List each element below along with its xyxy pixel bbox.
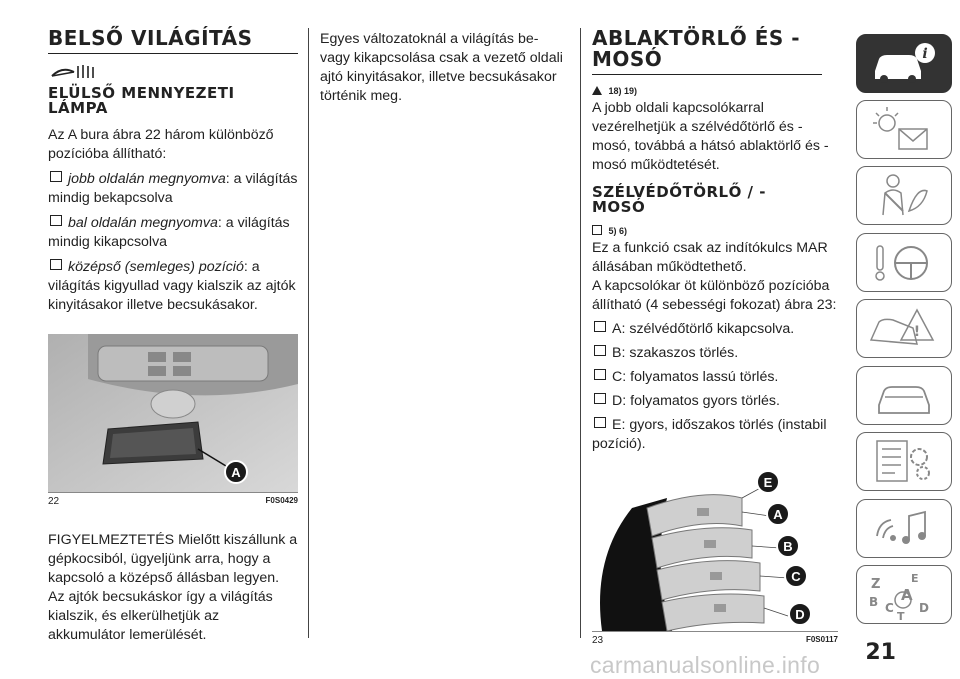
figure-code: F0S0429: [265, 496, 298, 505]
note-refs: 18) 19): [592, 81, 838, 93]
column-3: [592, 28, 838, 646]
warning-text: FIGYELMEZTETÉS Mielőtt kiszállunk a gépkocsiból, ügyeljünk arra, hogy a kapcsoló a középső állásban legyen. Az ajtók becsukáskor így a világítás kialszik, és elkerülhetjük az akkumulátor lemerülését.: [48, 532, 298, 643]
warning-lights-icon: [857, 101, 951, 158]
section-title: BELSŐ VILÁGÍTÁS: [48, 28, 298, 54]
figure-ceiling-lamp: [48, 334, 298, 492]
svg-text:A: A: [901, 586, 913, 604]
note-refs: 5) 6): [592, 221, 838, 233]
callout-a: A: [766, 502, 790, 526]
column-divider: [308, 28, 309, 638]
car-maintenance-icon: [857, 367, 951, 424]
bullet-box-icon: [594, 393, 606, 404]
callout-c: C: [784, 564, 808, 588]
page-number: 21: [865, 640, 896, 665]
warning-triangle-icon: [592, 86, 602, 95]
list-item: B: szakaszos törlés.: [592, 344, 838, 363]
svg-text:!: !: [913, 324, 921, 340]
svg-text:D: D: [919, 601, 929, 615]
body-text: Ez a funkció csak az indítókulcs MAR állásában működtethető.: [592, 240, 828, 275]
list-item: A: szélvédőtörlő kikapcsolva.: [592, 320, 838, 339]
figure-wiper-stalk: [592, 468, 838, 631]
callout-b: B: [776, 534, 800, 558]
bullet-box-icon: [50, 259, 62, 270]
ceiling-lamp-illustration: [48, 334, 298, 492]
intro-text: A jobb oldali kapcsolókarral vezérelhetjük a szélvédőtörlő és -mosó, továbbá a hátsó ablaktörlő és -mosó működtetését.: [592, 100, 829, 173]
figure-caption: [48, 492, 298, 507]
multimedia-icon: [857, 500, 951, 557]
emergency-car-icon: [857, 300, 951, 357]
chapter-tab-multimedia[interactable]: [856, 499, 952, 558]
intro-text: Az A bura ábra 22 három különböző pozícióba állítható:: [48, 127, 274, 162]
book-icon: [592, 225, 602, 235]
car-info-icon: [857, 35, 951, 92]
list-item: C: folyamatos lassú törlés.: [592, 368, 838, 387]
bullet-box-icon: [50, 215, 62, 226]
svg-text:Z: Z: [871, 577, 881, 592]
chapter-tab-technical-data[interactable]: [856, 432, 952, 491]
list-item: középső (semleges) pozíció: a világítás kigyullad vagy kialszik az ajtók kinyitásakor illetve becsukásakor.: [48, 259, 296, 313]
chapter-tab-safety[interactable]: [856, 166, 952, 225]
chapter-tab-maintenance[interactable]: [856, 366, 952, 425]
steering-wheel-icon: [857, 234, 951, 291]
chapter-tab-emergency[interactable]: [856, 299, 952, 358]
figure-caption: [592, 631, 838, 646]
chapter-tab-lights[interactable]: [856, 100, 952, 159]
callout-a: A: [224, 460, 248, 484]
seatbelt-safety-icon: [857, 167, 951, 224]
watermark: carmanualsonline.info: [590, 652, 821, 678]
section-subtitle: SZÉLVÉDŐTÖRLŐ / -MOSÓ: [592, 183, 766, 216]
figure-number: 23: [592, 635, 604, 646]
callout-d: D: [788, 602, 812, 626]
list-item: D: folyamatos gyors törlés.: [592, 392, 838, 411]
figure-number: 22: [48, 496, 60, 507]
svg-text:E: E: [911, 572, 919, 585]
lamp-symbol-icon: [48, 62, 298, 80]
list-item: E: gyors, időszakos törlés (instabil pozíció).: [592, 417, 827, 452]
column-2: [320, 30, 570, 106]
chapter-tab-dashboard[interactable]: [856, 34, 952, 93]
chapter-tab-driving[interactable]: [856, 233, 952, 292]
column-1: [48, 28, 298, 645]
bullet-box-icon: [594, 345, 606, 356]
column-divider: [580, 28, 581, 638]
svg-text:B: B: [869, 595, 879, 609]
technical-data-icon: [857, 433, 951, 490]
figure-code: F0S0117: [805, 635, 838, 644]
body-text: A kapcsolókar öt különböző pozícióba állítható (4 sebességi fokozat) ábra 23:: [592, 278, 837, 313]
svg-text:i: i: [922, 46, 928, 62]
section-title: ABLAKTÖRLŐ ÉS -MOSÓ: [592, 28, 822, 75]
callout-e: E: [756, 470, 780, 494]
chapter-tab-index[interactable]: [856, 565, 952, 624]
section-subtitle: ELÜLSŐ MENNYEZETI LÁMPA: [48, 84, 235, 117]
svg-text:T: T: [897, 610, 905, 623]
bullet-box-icon: [594, 321, 606, 332]
index-icon: [857, 566, 951, 623]
svg-text:C: C: [885, 601, 894, 615]
list-item: jobb oldalán megnyomva: a világítás mindig bekapcsolva: [48, 171, 298, 206]
bullet-box-icon: [594, 369, 606, 380]
body-text: Egyes változatoknál a világítás be- vagy kikapcsolása csak a vezető oldali ajtó kinyitásakor, illetve becsukásakor történik meg.: [320, 31, 563, 104]
list-item: bal oldalán megnyomva: a világítás mindig kikapcsolva: [48, 215, 290, 250]
bullet-box-icon: [594, 417, 606, 428]
bullet-box-icon: [50, 171, 62, 182]
